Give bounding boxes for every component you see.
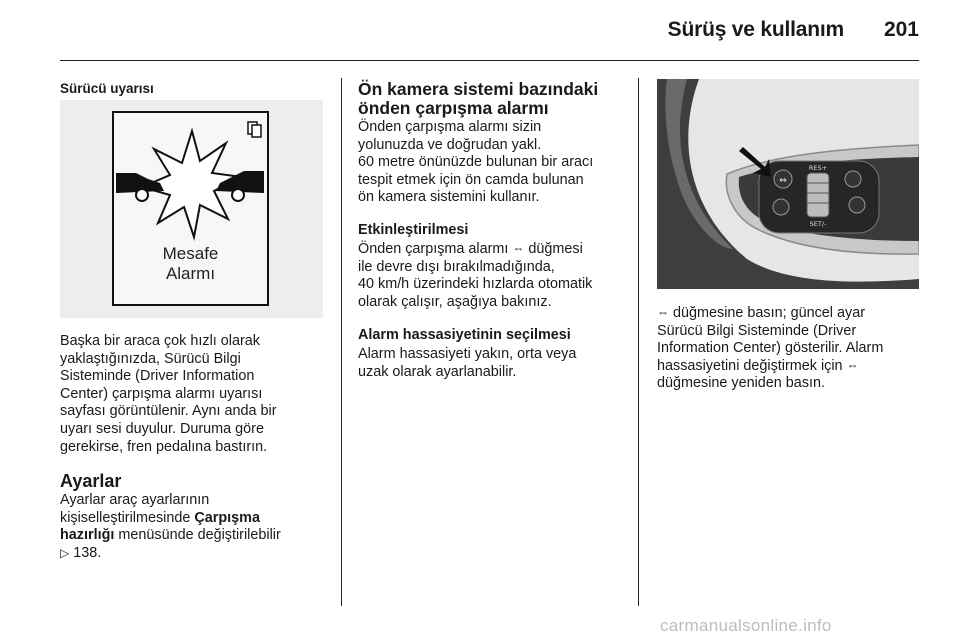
collision-button-icon: ⇔ [846, 357, 859, 372]
text-line [60, 527, 335, 545]
activation-text [358, 241, 633, 311]
text-line: Information Center) gösterilir. Alarm [657, 340, 884, 357]
subheading-activation: Etkinleştirilmesi [358, 222, 469, 238]
text-line: düğmesine yeniden basın. [657, 375, 826, 392]
watermark: carmanualsonline.info [660, 616, 832, 635]
subheading-sensitivity: Alarm hassasiyetinin seçilmesi [358, 327, 571, 343]
res-label: RES+ [808, 164, 828, 172]
text-line: 60 metre önünüzde bulunan bir aracı [358, 154, 594, 171]
text-line: Sürücü Bilgi Sisteminde (Driver [657, 322, 857, 339]
text-line: uzak olarak ayarlanabilir. [358, 363, 517, 380]
collision-button-icon: ⇔ [657, 305, 669, 319]
steering-wheel-illustration [657, 79, 919, 289]
text-line: Alarm hassasiyeti yakın, orta veya [358, 346, 577, 362]
text-span: düğmesine basın; güncel ayar [669, 305, 865, 321]
steering-wheel-graphic [657, 79, 919, 289]
warning-display [112, 111, 269, 306]
text-line [60, 510, 335, 528]
page-number: 201 [883, 18, 919, 41]
figure-text-line2: Alarmı [165, 264, 216, 283]
book-page-icon [248, 122, 261, 137]
section-heading-forward-collision [358, 80, 628, 118]
sensitivity-text [358, 346, 633, 381]
text-span: düğmesi [524, 241, 583, 257]
text-span: Önden çarpışma alarmı [358, 241, 513, 257]
text-line: ön kamera sistemini kullanır. [358, 189, 540, 206]
sensitivity-instructions [657, 305, 927, 393]
heading-line: önden çarpışma alarmı [358, 98, 549, 118]
svg-text:⇔: ⇔ [779, 176, 787, 186]
text-line: Ayarlar araç ayarlarının [60, 492, 210, 508]
text-line: olarak çalışır, aşağıya bakınız. [358, 293, 552, 310]
collision-button-icon: ⇔ [512, 241, 525, 255]
speed-roller [807, 173, 829, 217]
text-line: yolunuzda ve doğrudan yakl. [358, 136, 542, 153]
settings-text [60, 492, 335, 562]
warning-description [60, 333, 330, 456]
text-line: sayfası görüntülenir. Aynı anda bir [60, 403, 277, 420]
text-line: Sisteminde (Driver Information [60, 368, 255, 385]
page-reference[interactable] [60, 545, 335, 563]
text-line [657, 358, 927, 376]
text-line [358, 241, 633, 259]
heading-line: Ön kamera sistemi bazındaki [358, 79, 599, 99]
figure-text-line1: Mesafe [162, 244, 219, 263]
text-line: ile devre dışı bırakılmadığında, [358, 258, 555, 275]
set-label: SET/- [809, 220, 827, 228]
reference-page: 138. [69, 544, 102, 561]
text-line: Başka bir araca çok hızlı olarak [60, 333, 260, 349]
column-divider-2 [638, 78, 639, 606]
text-line [657, 305, 927, 323]
text-line: yaklaştığınızda, Sürücü Bilgi [60, 350, 241, 367]
text-line: Center) çarpışma alarmı uyarısı [60, 385, 263, 402]
reference-arrow-icon: ▷ [60, 545, 70, 560]
warning-illustration [60, 100, 323, 318]
figure-caption: Sürücü uyarısı [60, 81, 154, 96]
text-line: tespit etmek için ön camda bulunan [358, 171, 584, 188]
text-span: menüsünde değiştirilebilir [114, 527, 281, 544]
text-line: 40 km/h üzerindeki hızlarda otomatik [358, 276, 593, 293]
menu-name-bold: Çarpışma [194, 509, 260, 526]
text-line: Önden çarpışma alarmı sizin [358, 119, 542, 135]
intro-text [358, 119, 633, 207]
text-line: uyarı sesi duyulur. Duruma göre [60, 420, 264, 437]
text-span: hassasiyetini değiştirmek için [657, 357, 847, 374]
text-span: kişiselleştirilmesinde [60, 509, 195, 526]
menu-name-bold: hazırlığı [60, 527, 115, 544]
section-heading-settings: Ayarlar [60, 471, 122, 491]
text-line: gerekirse, fren pedalına bastırın. [60, 438, 268, 455]
page-title: Sürüş ve kullanım [667, 18, 844, 41]
page-header [60, 0, 919, 61]
column-divider-1 [341, 78, 342, 606]
left-car-icon [116, 173, 164, 201]
